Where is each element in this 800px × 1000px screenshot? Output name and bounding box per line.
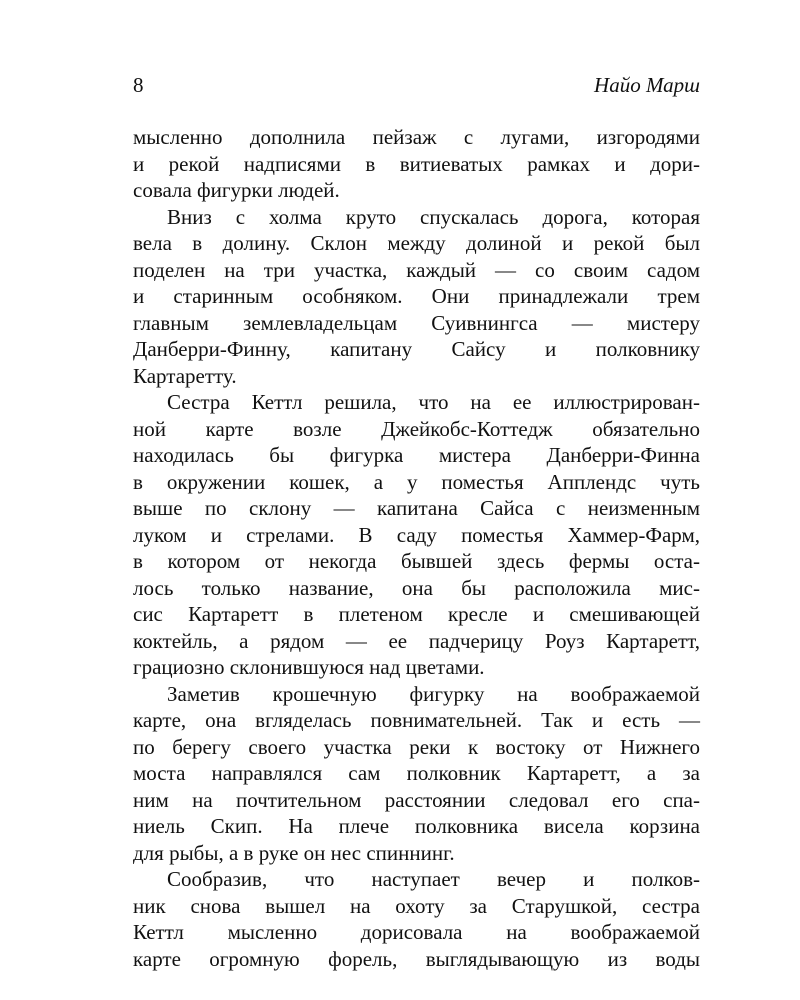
running-title: Найо Марш [594, 73, 700, 97]
text-line: Данберри-Финну, капитану Сайсу и полковнику [133, 337, 700, 361]
text-line: Заметив крошечную фигурку на воображаемой [167, 681, 700, 706]
text-line: ной карте возле Джейкобс-Коттедж обязательно [133, 416, 700, 441]
paragraph [133, 866, 700, 972]
text-line: карте, она вгляделась повнимательней. Так и есть — [133, 708, 700, 732]
text-line: коктейль, а рядом — ее падчерицу Роуз Картаретт, [133, 628, 700, 653]
text-line: моста направлялся сам полковник Картаретт, а за [133, 761, 700, 785]
text-line: ним на почтительном расстоянии следовал его спа- [133, 787, 700, 812]
paragraph [133, 681, 700, 867]
text-line: в котором от некогда бывшей здесь фермы оста- [133, 549, 700, 573]
body-text [133, 124, 700, 972]
text-line: и рекой надписями в витиеватых рамках и дори- [133, 151, 700, 176]
text-line: грациозно склонившуюся над цветами. [133, 655, 485, 679]
book-page [133, 72, 700, 972]
paragraph [133, 204, 700, 390]
text-line: ник снова вышел на охоту за Старушкой, сестра [133, 893, 700, 918]
text-line: в окружении кошек, а у поместья Апплендс чуть [133, 469, 700, 494]
text-line: сис Картаретт в плетеном кресле и смешивающей [133, 602, 700, 626]
text-line: Сестра Кеттл решила, что на ее иллюстрирован- [167, 390, 700, 414]
text-line: карте огромную форель, выглядывающую из воды [133, 946, 700, 971]
text-line: лось только название, она бы расположила мис- [133, 575, 700, 600]
text-line: для рыбы, а в руке он нес спиннинг. [133, 840, 455, 865]
paragraph [133, 389, 700, 681]
text-line: вела в долину. Склон между долиной и рекой был [133, 231, 700, 255]
text-line: мысленно дополнила пейзаж с лугами, изгородями [133, 125, 700, 149]
text-line: и старинным особняком. Они принадлежали трем [133, 284, 700, 308]
text-line: Картаретту. [133, 363, 237, 388]
text-line: Вниз с холма круто спускалась дорога, которая [167, 204, 700, 229]
page-number: 8 [133, 73, 144, 97]
text-line: Кеттл мысленно дорисовала на воображаемой [133, 920, 700, 944]
text-line: ниель Скип. На плече полковника висела корзина [133, 814, 700, 838]
text-line: по берегу своего участка реки к востоку от Нижнего [133, 734, 700, 759]
page-header [133, 72, 700, 98]
text-line: луком и стрелами. В саду поместья Хаммер-Фарм, [133, 522, 700, 547]
text-line: главным землевладельцам Суивнингса — мистеру [133, 310, 700, 335]
text-line: выше по склону — капитана Сайса с неизменным [133, 496, 700, 520]
text-line: совала фигурки людей. [133, 178, 340, 202]
text-line: Сообразив, что наступает вечер и полков- [167, 867, 700, 891]
text-line: поделен на три участка, каждый — со своим садом [133, 257, 700, 282]
paragraph [133, 124, 700, 204]
text-line: находилась бы фигурка мистера Данберри-Финна [133, 443, 700, 467]
